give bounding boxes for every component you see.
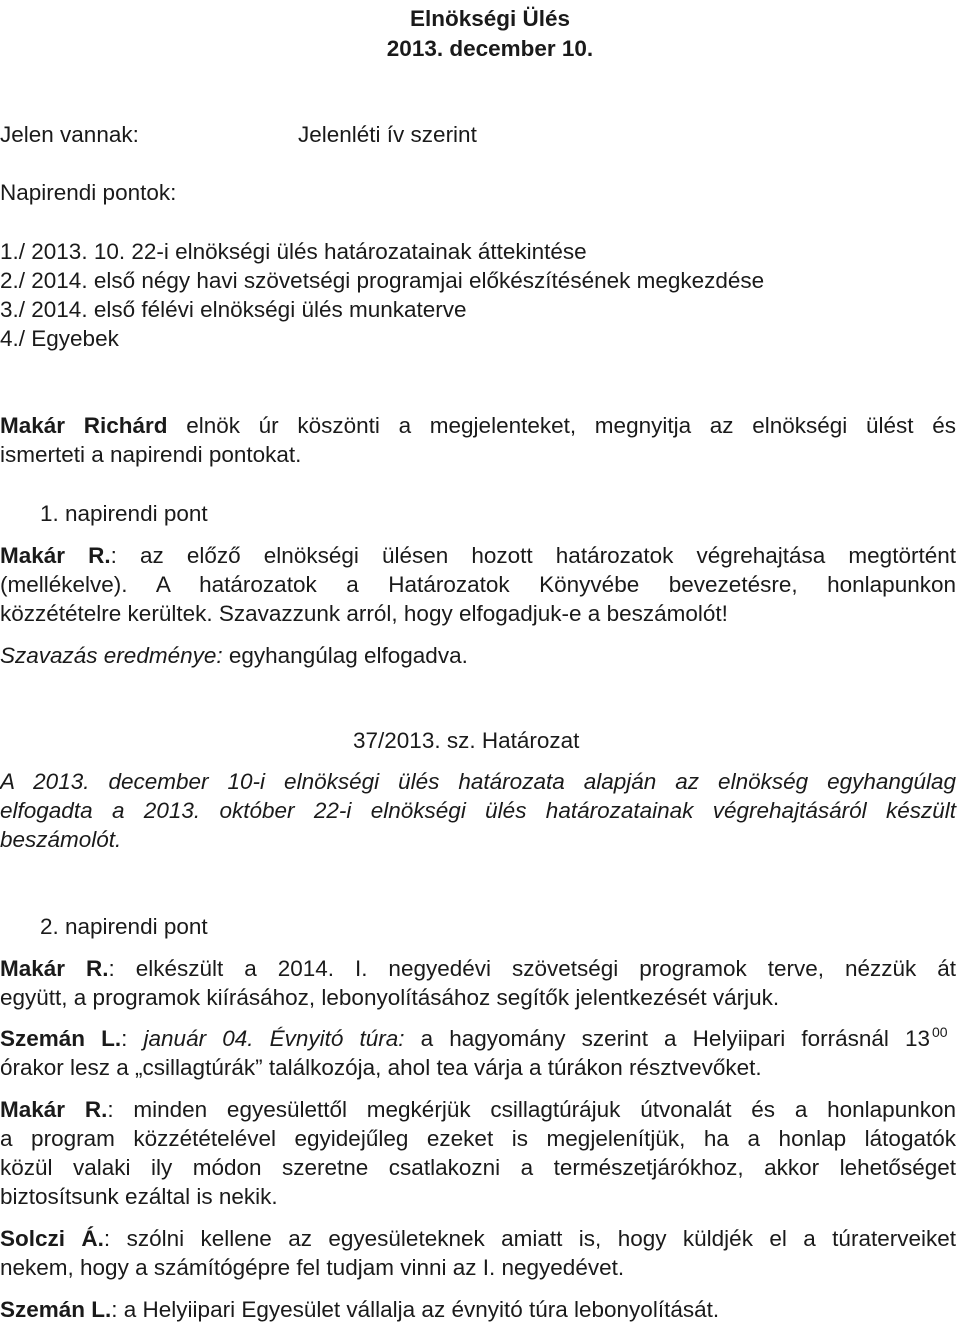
vote-label: Szavazás eredménye: <box>0 643 223 668</box>
section-2-p4-line-1: Solczi Á.: szólni kellene az egyesületeknek amiatt is, hogy küldjék el a túraterveiket <box>0 1226 956 1251</box>
section-2-p5-line-1: Szemán L.: a Helyiipari Egyesület vállalja az évnyitó túra lebonyolítását. <box>0 1297 720 1322</box>
section-2-heading: 2. napirendi pont <box>40 914 208 939</box>
section-2-p4-speaker: Solczi Á. <box>0 1226 104 1251</box>
resolution-line-1: A 2013. december 10-i elnökségi ülés határozata alapján az elnökség egyhangúlag <box>0 769 956 794</box>
section-2-p3-line-1: Makár R.: minden egyesülettől megkérjük csillagtúrájuk útvonalát és a honlapunkon <box>0 1097 956 1122</box>
opening-line-2: ismerteti a napirendi pontokat. <box>0 442 302 467</box>
agenda-item-2: 2./ 2014. első négy havi szövetségi programjai előkészítésének megkezdése <box>0 268 765 293</box>
section-1-heading: 1. napirendi pont <box>40 501 208 526</box>
vote-result: Szavazás eredménye: egyhangúlag elfogadva. <box>0 643 468 668</box>
agenda-item-4: 4./ Egyebek <box>0 326 119 351</box>
event-date: január 04. <box>143 1026 254 1051</box>
resolution-line-2: elfogadta a 2013. október 22-i elnökségi ülés határozatainak végrehajtásáról készült <box>0 798 956 823</box>
section-2-p3-line-2: a program közzétételével egyidejűleg ezeket is megjelenítjük, ha a honlap látogatók <box>0 1126 956 1151</box>
agenda-item-1: 1./ 2013. 10. 22-i elnökségi ülés határozatainak áttekintése <box>0 239 587 264</box>
section-2-p4-line-2: nekem, hogy a számítógépre fel tudjam vinni az I. negyedévet. <box>0 1255 625 1280</box>
document-date: 2013. december 10. <box>386 36 594 61</box>
resolution-title: 37/2013. sz. Határozat <box>353 728 580 753</box>
attendance-value: Jelenléti ív szerint <box>298 122 477 147</box>
agenda-item-3: 3./ 2014. első félévi elnökségi ülés munkaterve <box>0 297 467 322</box>
section-1-line-3: közzétételre kerültek. Szavazzunk arról, hogy elfogadjuk-e a beszámolót! <box>0 601 728 626</box>
attendance-label: Jelen vannak: <box>0 122 139 147</box>
section-2-p5-speaker: Szemán L. <box>0 1297 112 1322</box>
section-2-p3-line-4: biztosítsunk ezáltal is nekik. <box>0 1184 278 1209</box>
opening-speaker: Makár Richárd <box>0 413 168 438</box>
document-title: Elnökségi Ülés <box>409 6 571 31</box>
section-2-p2-line-1: Szemán L.: január 04. Évnyitó túra: a hagyomány szerint a Helyiipari forrásnál 13 <box>0 1026 930 1051</box>
resolution-line-3: beszámolót. <box>0 827 122 852</box>
section-2-p1-speaker: Makár R. <box>0 956 109 981</box>
agenda-label: Napirendi pontok: <box>0 180 177 205</box>
section-1-line-1: Makár R.: az előző elnökségi ülésen hozott határozatok végrehajtása megtörtént <box>0 543 956 568</box>
section-2-p1-line-2: együtt, a programok kiírásához, lebonyolításához segítők jelentkezését várjuk. <box>0 985 780 1010</box>
time-superscript: 00 <box>932 1023 948 1040</box>
section-1-line-2: (mellékelve). A határozatok a Határozatok Könyvébe bevezetésre, honlapunkon <box>0 572 956 597</box>
opening-line-1: Makár Richárd elnök úr köszönti a megjelenteket, megnyitja az elnökségi ülést és <box>0 413 956 438</box>
section-2-p2-speaker: Szemán L. <box>0 1026 122 1051</box>
section-2-p3-speaker: Makár R. <box>0 1097 108 1122</box>
section-2-p3-line-3: közül valaki ily módon szeretne csatlakozni a természetjárókhoz, akkor lehetőséget <box>0 1155 956 1180</box>
section-2-p2-line-2: órakor lesz a „csillagtúrák” találkozója, ahol tea várja a túrákon résztvevőket. <box>0 1055 762 1080</box>
section-1-speaker: Makár R. <box>0 543 111 568</box>
section-2-p1-line-1: Makár R.: elkészült a 2014. I. negyedévi szövetségi programok terve, nézzük át <box>0 956 956 981</box>
event-name: Évnyitó túra: <box>253 1026 405 1051</box>
